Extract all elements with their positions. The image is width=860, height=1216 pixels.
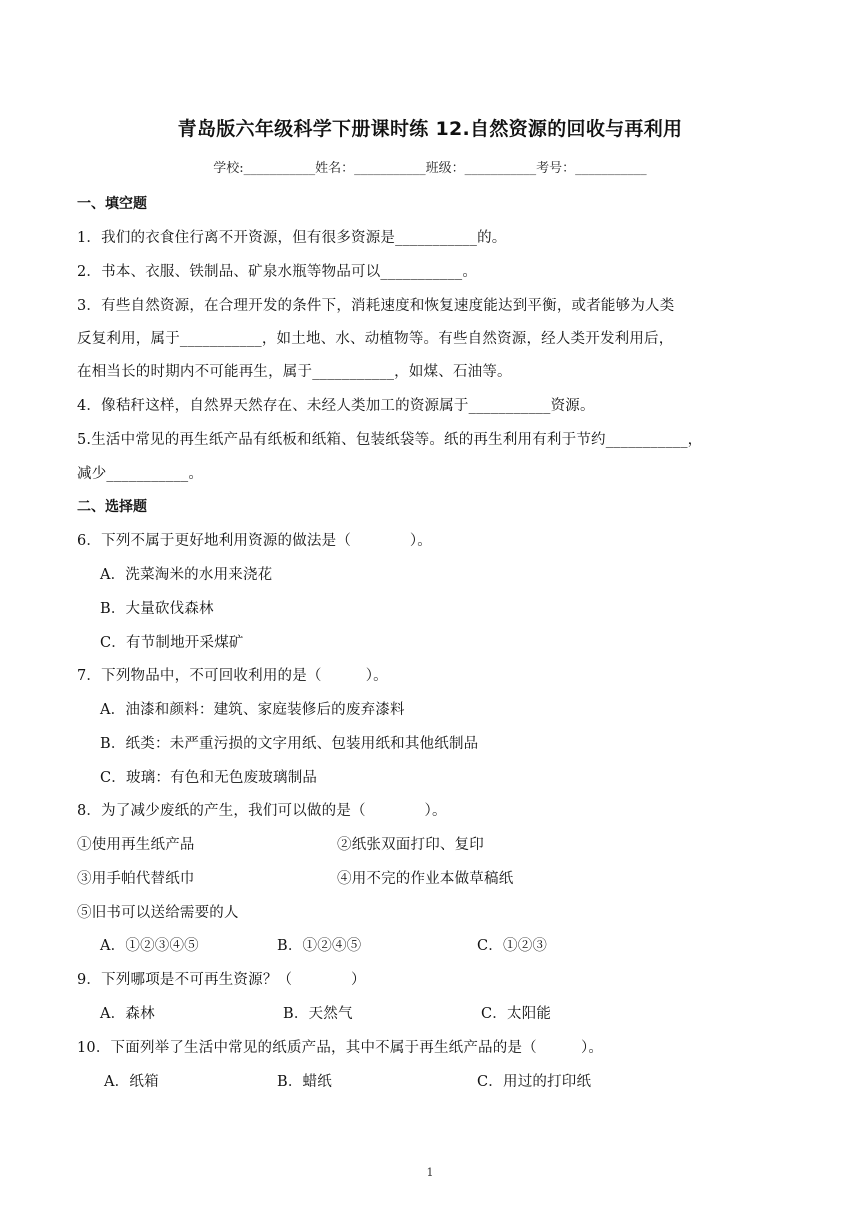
question-9: 9．下列哪项是不可再生资源？（ ） xyxy=(77,972,366,988)
question-5-line-1: 5.生活中常见的再生纸产品有纸板和纸箱、包装纸袋等。纸的再生利用有利于节约___________， xyxy=(77,432,703,448)
question-10-option-b: B．蜡纸 xyxy=(277,1074,332,1090)
section-heading-fill: 一、填空题 xyxy=(77,196,147,212)
question-7: 7．下列物品中，不可回收利用的是（ ）。 xyxy=(77,668,388,684)
question-8-item-5: ⑤旧书可以送给需要的人 xyxy=(77,905,239,921)
question-10-option-a: A．纸箱 xyxy=(104,1074,159,1090)
question-7-option-b: B．纸类：未严重污损的文字用纸、包装用纸和其他纸制品 xyxy=(100,736,479,752)
question-9-option-c: C．太阳能 xyxy=(481,1006,552,1022)
question-8-item-3: ③用手帕代替纸巾 xyxy=(77,871,195,887)
question-8-option-b: B．①②④⑤ xyxy=(277,938,362,954)
question-3-line-2: 反复利用，属于___________，如土地、水、动植物等。有些自然资源，经人类开发利用后， xyxy=(77,331,674,347)
question-5-line-2: 减少___________。 xyxy=(77,466,204,482)
question-8-item-2: ②纸张双面打印、复印 xyxy=(337,837,484,853)
question-8-option-c: C．①②③ xyxy=(477,938,548,954)
question-4: 4．像秸秆这样，自然界天然存在、未经人类加工的资源属于___________资源。 xyxy=(77,398,595,414)
question-9-option-b: B．天然气 xyxy=(283,1006,353,1022)
student-info-line: 学校:___________姓名：___________班级：___________考号：___________ xyxy=(213,161,647,176)
document-title: 青岛版六年级科学下册课时练 12.自然资源的回收与再利用 xyxy=(177,118,683,140)
question-8: 8．为了减少废纸的产生，我们可以做的是（ ）。 xyxy=(77,803,447,819)
section-heading-choice: 二、选择题 xyxy=(77,499,147,515)
question-2: 2．书本、衣服、铁制品、矿泉水瓶等物品可以___________。 xyxy=(77,264,478,280)
question-1: 1．我们的衣食住行离不开资源，但有很多资源是___________的。 xyxy=(77,230,507,246)
question-10: 10．下面列举了生活中常见的纸质产品，其中不属于再生纸产品的是（ ）。 xyxy=(77,1040,604,1056)
question-3-line-1: 3．有些自然资源，在合理开发的条件下，消耗速度和恢复速度能达到平衡，或者能够为人类 xyxy=(77,298,675,314)
question-6-option-b: B．大量砍伐森林 xyxy=(100,601,214,617)
question-10-option-c: C．用过的打印纸 xyxy=(477,1074,592,1090)
question-7-option-c: C．玻璃：有色和无色废玻璃制品 xyxy=(100,770,318,786)
question-8-item-4: ④用不完的作业本做草稿纸 xyxy=(337,871,514,887)
question-6-option-c: C．有节制地开采煤矿 xyxy=(100,635,244,651)
question-8-option-a: A．①②③④⑤ xyxy=(100,938,199,954)
question-3-line-3: 在相当长的时期内不可能再生，属于___________，如煤、石油等。 xyxy=(77,364,512,380)
page-number: 1 xyxy=(426,1166,434,1179)
question-7-option-a: A．油漆和颜料：建筑、家庭装修后的废弃漆料 xyxy=(100,702,405,718)
question-6: 6．下列不属于更好地利用资源的做法是（ ）。 xyxy=(77,533,432,549)
question-6-option-a: A．洗菜淘米的水用来浇花 xyxy=(100,567,273,583)
question-8-item-1: ①使用再生纸产品 xyxy=(77,837,195,853)
question-9-option-a: A．森林 xyxy=(100,1006,155,1022)
